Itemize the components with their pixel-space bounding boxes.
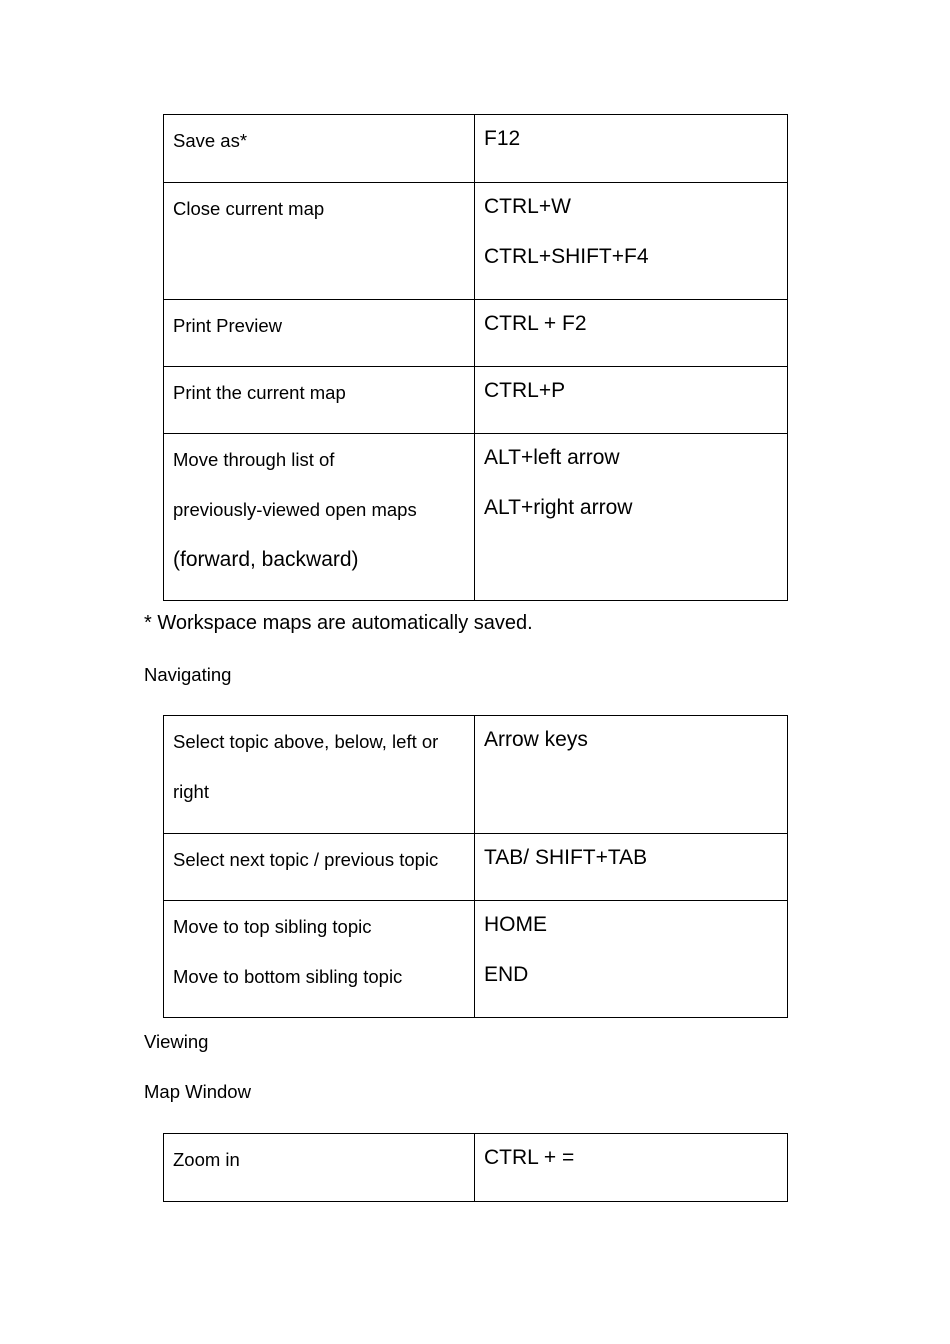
shortcut-text: CTRL+P xyxy=(484,379,566,402)
action-text: Print Preview xyxy=(173,315,282,336)
shortcut-cell xyxy=(475,1134,788,1202)
shortcut-cell xyxy=(475,367,788,434)
shortcut-text: F12 xyxy=(484,127,521,150)
action-text: Print the current map xyxy=(173,382,346,403)
section-heading-navigating: Navigating xyxy=(144,664,232,685)
action-text: Move to top sibling topic xyxy=(173,916,372,937)
shortcut-text: END xyxy=(484,963,529,986)
shortcut-cell xyxy=(475,183,788,300)
table-row xyxy=(164,1134,788,1202)
action-text: Close current map xyxy=(173,198,325,219)
shortcut-cell xyxy=(475,834,788,901)
section-heading-map-window: Map Window xyxy=(144,1081,251,1102)
action-cell xyxy=(164,183,475,300)
shortcut-cell xyxy=(475,115,788,183)
action-cell xyxy=(164,716,475,834)
shortcut-cell xyxy=(475,300,788,367)
action-text: previously-viewed open maps xyxy=(173,499,417,520)
footnote: * Workspace maps are automatically saved. xyxy=(144,612,533,634)
shortcut-text: ALT+right arrow xyxy=(484,496,633,519)
shortcut-text: CTRL + F2 xyxy=(484,312,587,335)
shortcut-cell xyxy=(475,434,788,601)
action-text: (forward, backward) xyxy=(173,548,359,571)
table-row xyxy=(164,434,788,601)
table-row xyxy=(164,901,788,1018)
shortcut-cell xyxy=(475,901,788,1018)
shortcut-text: CTRL+SHIFT+F4 xyxy=(484,245,649,268)
action-cell xyxy=(164,834,475,901)
table-row xyxy=(164,300,788,367)
action-text: right xyxy=(173,781,209,802)
action-text: Save as* xyxy=(173,130,248,151)
shortcut-table-files xyxy=(163,114,788,601)
action-cell xyxy=(164,367,475,434)
table-row xyxy=(164,834,788,901)
action-cell xyxy=(164,300,475,367)
shortcut-table-map-window xyxy=(163,1133,788,1202)
action-text: Select topic above, below, left or xyxy=(173,731,439,752)
action-text: Move through list of xyxy=(173,449,335,470)
shortcut-text: Arrow keys xyxy=(484,728,588,751)
action-cell xyxy=(164,115,475,183)
table-row xyxy=(164,367,788,434)
action-text: Move to bottom sibling topic xyxy=(173,966,403,987)
shortcut-text: CTRL + = xyxy=(484,1146,575,1169)
action-text: Zoom in xyxy=(173,1149,240,1170)
action-cell xyxy=(164,434,475,601)
table-row xyxy=(164,183,788,300)
shortcut-text: ALT+left arrow xyxy=(484,446,620,469)
action-cell xyxy=(164,901,475,1018)
table-row xyxy=(164,115,788,183)
section-heading-viewing: Viewing xyxy=(144,1031,209,1052)
action-text: Select next topic / previous topic xyxy=(173,849,439,870)
shortcut-table-navigating xyxy=(163,715,788,1018)
shortcut-cell xyxy=(475,716,788,834)
shortcut-text: TAB/ SHIFT+TAB xyxy=(484,846,648,869)
table-row xyxy=(164,716,788,834)
shortcut-text: CTRL+W xyxy=(484,195,571,218)
action-cell xyxy=(164,1134,475,1202)
shortcut-text: HOME xyxy=(484,913,547,936)
